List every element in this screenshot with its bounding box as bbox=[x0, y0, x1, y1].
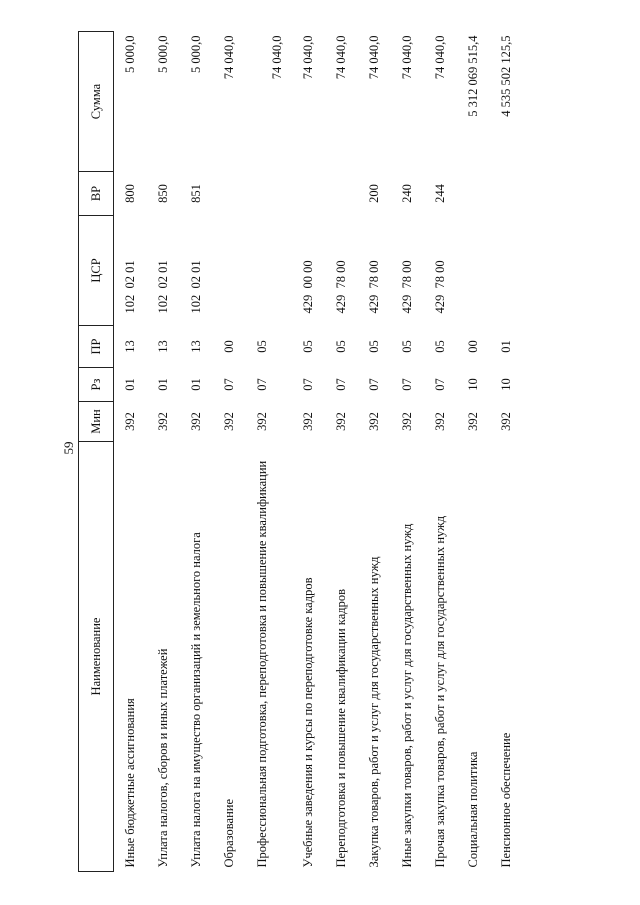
row-name: Профессиональная подготовка, переподготовка и повышение квалификации bbox=[254, 460, 269, 868]
row-pr: 13 bbox=[188, 340, 203, 353]
row-pr: 05 bbox=[254, 340, 269, 353]
row-vr: 244 bbox=[432, 184, 447, 203]
row-name: Учебные заведения и курсы по переподготовке кадров bbox=[300, 577, 315, 868]
row-vr: 851 bbox=[188, 184, 203, 203]
row-sum: 74 040,0 bbox=[221, 35, 236, 80]
row-rz: 07 bbox=[254, 378, 269, 391]
row-min: 392 bbox=[188, 412, 203, 431]
row-min: 392 bbox=[300, 412, 315, 431]
row-vr: 800 bbox=[123, 184, 137, 203]
row-rz: 01 bbox=[188, 378, 203, 391]
row-rz: 07 bbox=[399, 378, 414, 391]
row-pr: 13 bbox=[123, 340, 137, 353]
table-header-row bbox=[79, 32, 114, 872]
row-name: Прочая закупка товаров, работ и услуг для государственных нужд bbox=[432, 515, 447, 868]
row-pr: 05 bbox=[333, 340, 348, 353]
row-min: 392 bbox=[465, 412, 480, 431]
header-sum: Сумма bbox=[79, 32, 114, 172]
row-csr bbox=[490, 216, 523, 326]
row-pr: 00 bbox=[465, 340, 480, 353]
table-row bbox=[246, 32, 292, 872]
row-pr: 00 bbox=[221, 340, 236, 353]
row-rz: 10 bbox=[498, 378, 513, 391]
table-row bbox=[180, 32, 213, 872]
table-row bbox=[292, 32, 325, 872]
row-name: Иные бюджетные ассигнования bbox=[123, 698, 137, 868]
row-vr: 200 bbox=[366, 184, 381, 203]
row-rz: 01 bbox=[155, 378, 170, 391]
row-name: Пенсионное обеспечение bbox=[498, 732, 513, 868]
table-row bbox=[424, 32, 457, 872]
row-csr: 102 02 01 bbox=[155, 260, 170, 314]
row-min: 392 bbox=[221, 412, 236, 431]
budget-table-wrapper bbox=[78, 32, 551, 872]
row-vr bbox=[490, 172, 523, 216]
row-sum: 74 040,0 bbox=[269, 35, 284, 80]
row-min: 392 bbox=[333, 412, 348, 431]
row-min: 392 bbox=[432, 412, 447, 431]
row-sum: 74 040,0 bbox=[432, 35, 447, 80]
header-min: Мин bbox=[79, 402, 114, 442]
row-sum: 5 312 069 515,4 bbox=[465, 35, 480, 117]
row-csr: 429 78 00 bbox=[399, 260, 414, 314]
row-pr: 05 bbox=[432, 340, 447, 353]
row-sum: 5 000,0 bbox=[188, 35, 203, 73]
row-csr: 102 02 01 bbox=[188, 260, 203, 314]
table-row bbox=[391, 32, 424, 872]
row-vr bbox=[457, 172, 490, 216]
row-csr: 429 78 00 bbox=[333, 260, 348, 314]
row-vr: 850 bbox=[155, 184, 170, 203]
row-sum: 74 040,0 bbox=[366, 35, 381, 80]
row-sum: 5 000,0 bbox=[155, 35, 170, 73]
row-csr bbox=[457, 216, 490, 326]
row-name: Уплата налога на имущество организаций и земельного налога bbox=[188, 532, 203, 868]
row-sum: 5 000,0 bbox=[123, 35, 137, 73]
row-csr: 102 02 01 bbox=[123, 260, 137, 314]
table-row bbox=[457, 32, 490, 872]
row-rz: 10 bbox=[465, 378, 480, 391]
table-row bbox=[490, 32, 523, 872]
row-csr bbox=[213, 216, 246, 326]
row-name: Закупка товаров, работ и услуг для государственных нужд bbox=[366, 556, 381, 868]
row-pr: 05 bbox=[300, 340, 315, 353]
row-rz: 07 bbox=[432, 378, 447, 391]
row-vr: 240 bbox=[399, 184, 414, 203]
table-row bbox=[147, 32, 180, 872]
row-sum: 74 040,0 bbox=[300, 35, 315, 80]
row-name: Переподготовка и повышение квалификации кадров bbox=[333, 588, 348, 868]
row-pr: 13 bbox=[155, 340, 170, 353]
table-row bbox=[325, 32, 358, 872]
header-rz: Рз bbox=[79, 368, 114, 402]
row-rz: 07 bbox=[221, 378, 236, 391]
row-pr: 05 bbox=[366, 340, 381, 353]
row-rz: 07 bbox=[366, 378, 381, 391]
row-name: Образование bbox=[221, 798, 236, 868]
row-name: Иные закупки товаров, работ и услуг для государственных нужд bbox=[399, 523, 414, 868]
row-pr: 01 bbox=[498, 340, 513, 353]
row-min: 392 bbox=[254, 412, 269, 431]
table-row bbox=[358, 32, 391, 872]
row-sum: 4 535 502 125,5 bbox=[498, 35, 513, 117]
row-vr bbox=[213, 172, 246, 216]
row-name: Социальная политика bbox=[465, 751, 480, 868]
row-min: 392 bbox=[123, 412, 137, 431]
header-csr: ЦСР bbox=[79, 216, 114, 326]
row-rz: 01 bbox=[123, 378, 137, 391]
table-row bbox=[213, 32, 246, 872]
budget-table bbox=[78, 31, 523, 872]
header-vr: ВР bbox=[79, 172, 114, 216]
row-sum: 74 040,0 bbox=[399, 35, 414, 80]
row-csr: 429 00 00 bbox=[300, 260, 315, 314]
row-csr: 429 78 00 bbox=[432, 260, 447, 314]
row-name: Уплата налогов, сборов и иных платежей bbox=[155, 648, 170, 868]
row-vr bbox=[246, 172, 292, 216]
header-name: Наименование bbox=[79, 442, 114, 872]
row-vr bbox=[292, 172, 325, 216]
row-min: 392 bbox=[366, 412, 381, 431]
row-rz: 07 bbox=[300, 378, 315, 391]
header-pr: ПР bbox=[79, 326, 114, 368]
table-row bbox=[114, 32, 147, 872]
row-min: 392 bbox=[155, 412, 170, 431]
row-rz: 07 bbox=[333, 378, 348, 391]
row-vr bbox=[325, 172, 358, 216]
row-sum: 74 040,0 bbox=[333, 35, 348, 80]
page-number: 59 bbox=[61, 441, 76, 455]
row-pr: 05 bbox=[399, 340, 414, 353]
row-csr bbox=[246, 216, 292, 326]
row-min: 392 bbox=[498, 412, 513, 431]
row-csr: 429 78 00 bbox=[366, 260, 381, 314]
row-min: 392 bbox=[399, 412, 414, 431]
